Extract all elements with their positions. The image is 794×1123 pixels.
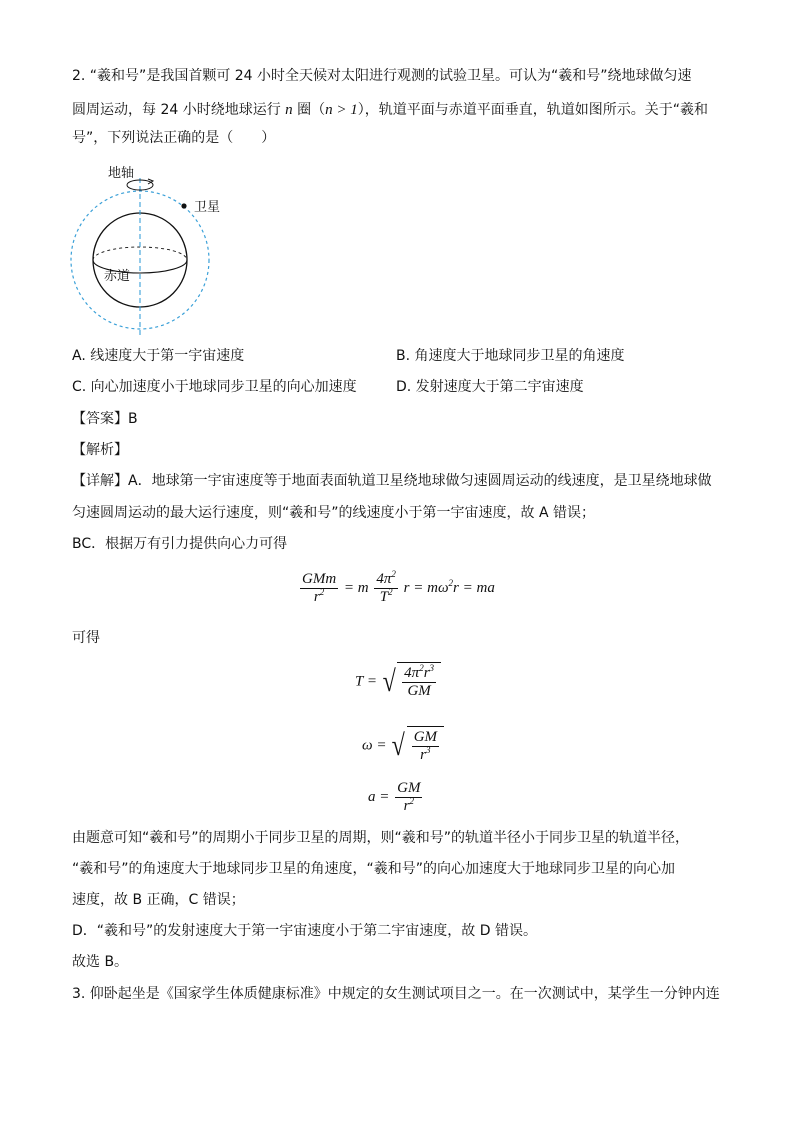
equator-label: 赤道 [104,269,131,284]
condition-n-gt-1: n > 1 [325,102,358,118]
bc-line: BC．根据万有引力提供向心力可得 [72,536,288,552]
eq3-lhs: ω = [362,737,387,754]
question-2-line-2a: 圆周运动，每 24 小时绕地球运行 [72,102,286,118]
eq4-den: r [403,798,410,814]
equation-4: a = $\frac{GM}{r^2}$ [368,780,421,814]
question-2-line-2b: 圈（ [292,102,326,118]
satellite-label: 卫星 [194,200,221,215]
eq1-end: r = ma [453,579,495,596]
equation-2: T = √ $\frac{4\pi^2r^3}{GM}$ [355,662,441,702]
eq2-den: GM [407,683,431,699]
equation-3: ω = √ $\frac{GM}{r^3}$ [362,726,444,766]
eq3-den: r [420,747,427,763]
answer-line [72,409,138,429]
kede-line: 可得 [72,630,100,646]
question-2-line-1: 2. “羲和号”是我国首颗可 24 小时全天候对太阳进行观测的试验卫星。可认为“羲和号”绕地球做匀速 [72,68,692,84]
orbit-diagram [58,158,228,340]
d-line: D．“羲和号”的发射速度大于第一宇宙速度小于第二宇宙速度，故 D 错误。 [72,923,537,939]
option-c: C. 向心加速度小于地球同步卫星的向心加速度 [72,379,357,395]
eq1-mid-num: 4π [376,571,392,587]
equation-1: $\frac{\text{GMm}}{r^2}$ = m $\frac{4\pi^2}{T^2}$ $r = m\omega^2r$ = ma [302,569,495,605]
eq2-num-r: r [423,665,430,681]
conclusion-line-3: 速度，故 B 正确，C 错误； [72,892,245,908]
answer-tag: 【答案】 [72,411,128,427]
option-b: B. 角速度大于地球同步卫星的角速度 [396,348,625,364]
eq4-num: GM [397,780,421,796]
question-2-line-3: 号”，下列说法正确的是（ ） [72,130,276,146]
question-2-line-2 [72,100,708,120]
detail-line-2: 匀速圆周运动的最大运行速度，则“羲和号”的线速度小于第一宇宙速度，故 A 错误； [72,505,595,521]
eq3-num: GM [413,729,438,745]
conclusion-line-2: “羲和号”的角速度大于地球同步卫星的角速度，“羲和号”的向心加速度大于地球同步卫星的向心加 [72,861,676,877]
satellite-dot [181,203,186,208]
analysis-tag: 【解析】 [72,442,128,458]
eq4-lhs: a = [368,789,390,805]
variable-n: n [285,102,293,118]
eq1-mid-den: T [379,589,389,605]
question-2-line-2c: ），轨道平面与赤道平面垂直，轨道如图所示。关于“羲和 [357,102,709,118]
final-choice: 故选 B。 [72,954,129,970]
eq1-left-den: r [313,589,320,605]
eq2-lhs: T = [355,673,377,690]
eq1-tail: r = mω [403,579,449,596]
option-d: D. 发射速度大于第二宇宙速度 [396,379,584,395]
conclusion-line-1: 由题意可知“羲和号”的周期小于同步卫星的周期，则“羲和号”的轨道半径小于同步卫星的轨道半径， [72,830,690,846]
eq1-m: m [357,579,369,596]
orbit-figure [58,158,228,340]
question-3-line-1: 3. 仰卧起坐是《国家学生体质健康标准》中规定的女生测试项目之一。在一次测试中，某学生一分钟内连 [72,986,720,1002]
option-a: A. 线速度大于第一宇宙速度 [72,348,245,364]
detail-line-1: 【详解】A．地球第一宇宙速度等于地面表面轨道卫星绕地球做匀速圆周运动的线速度，是卫星绕地球做 [72,473,712,489]
eq1-left-num: GMm [302,571,337,587]
axis-label: 地轴 [108,166,135,181]
eq2-num: 4π [404,665,420,681]
answer-value: B [128,411,138,427]
